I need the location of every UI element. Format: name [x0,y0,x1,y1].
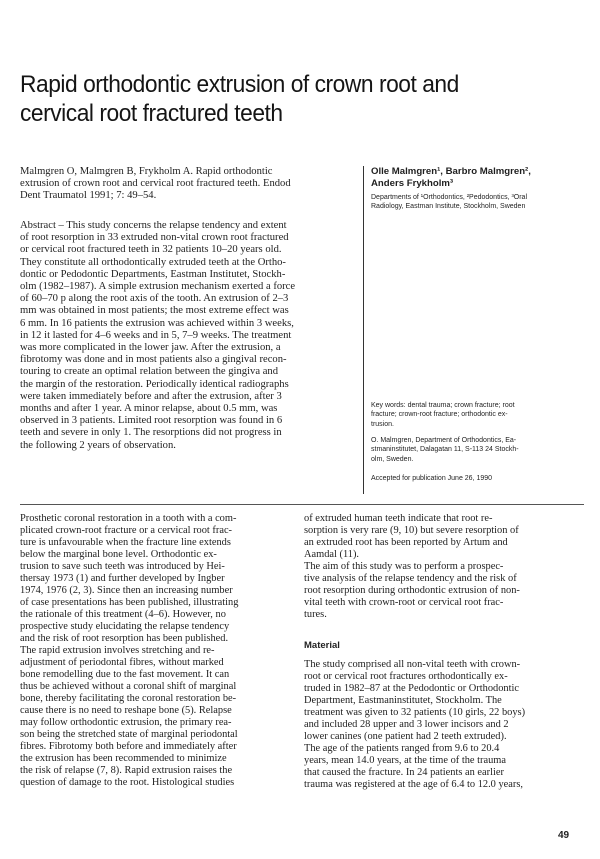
section-heading-material: Material [304,640,340,651]
abstract-line: the margin of the restoration. Periodically identical radiographs [20,378,289,390]
body-line: trusion to save such teeth was introduced by Hei- [20,561,225,572]
abstract-line: in 12 it lasted for 4–6 weeks and in 5, 7–9 weeks. The treatment [20,329,292,341]
address-line: stmaninstitutet, Dalagatan 11, S-113 24 Stockh- [371,446,519,454]
body-line: years, mean 14.0 years, at the time of the trauma [304,755,506,766]
body-line: The aim of this study was to perform a prospec- [304,561,504,572]
body-line: of extruded human teeth indicate that root re- [304,513,493,524]
body-line: fibres. Fibrotomy both before and immediately after [20,741,237,752]
body-line: prospective study elucidating the relapse tendency [20,621,230,632]
abstract-line: touring to create an optimal relation between the gingiva and [20,366,278,378]
body-line: truded in 1982–87 at the Pedodontic or Orthodontic [304,683,519,694]
body-line: question of damage to the root. Histological studies [20,777,235,788]
abstract-line: dontic or Pedodontic Departments, Eastman Institutet, Stockh- [20,268,286,280]
abstract-line: of root resorption in 33 extruded non-vital crown root fractured [20,232,289,244]
affiliations [371,193,586,211]
body-line: of case presentations has been published, illustrating [20,597,239,608]
abstract-line: the following 2 years of observation. [20,439,176,451]
citation-line: extrusion of crown root and cervical root fractured teeth. Endod [20,178,291,190]
abstract-line: or cervical root fractured teeth in 32 patients 10–20 years old. [20,244,282,256]
affiliation-line: Departments of ¹Orthodontics, ²Pedodontics, ³Oral [371,194,528,201]
sidebar-divider [363,166,364,494]
address-line: olm, Sweden. [371,455,414,463]
abstract-line: Abstract – This study concerns the relapse tendency and extent [20,220,287,231]
abstract-line: months and after 1 year. A minor relapse, about 0.5 mm, was [20,403,278,415]
title-line: Rapid orthodontic extrusion of crown root and [20,71,459,98]
body-line: plicated crown-root fracture or a cervical root frac- [20,525,233,536]
body-line: cause there is no need to reshape bone (5). Relapse [20,705,232,716]
abstract-line: mm was obtained in most patients; the most extreme effect was [20,305,289,317]
body-line: son being the stretched state of marginal periodontal [20,729,238,740]
body-line: The rapid extrusion involves stretching and re- [20,645,215,656]
body-line: bone, thereby facilitating the coronal restoration be- [20,693,237,704]
abstract-line: 6 mm. In 16 patients the extrusion was achieved within 3 weeks, [20,317,294,329]
paragraph [304,561,584,621]
abstract-line: of 60–70 p along the root axis of the tooth. An extrusion of 2–3 [20,293,289,305]
body-line: thus be achieved without a coronal shift of marginal [20,681,237,692]
page-number: 49 [558,830,570,841]
body-line: The study comprised all non-vital teeth with crown- [304,659,521,670]
body-column-left [20,513,290,789]
body-line: Prosthetic coronal restoration in a tooth with a com- [20,513,237,524]
author-list [371,166,586,189]
citation [20,166,365,203]
body-line: 1974, 1976 (2, 3). Since then an increasing number [20,585,233,596]
citation-line: Malmgren O, Malmgren B, Frykholm A. Rapid orthodontic [20,166,273,177]
address-line: O. Malmgren, Department of Orthodontics, Ea- [371,437,517,444]
body-line: the risk of relapse (7, 8). Rapid extrusion raises the [20,765,233,776]
section-divider [20,504,584,505]
body-line: that caused the fracture. In 24 patients an earlier [304,767,504,778]
abstract-line: They constitute all orthodontically extruded teeth at the Ortho- [20,256,286,268]
body-line: root or cervical root fractures orthodontically ex- [304,671,508,682]
keywords-line: trusion. [371,420,394,428]
abstract [20,220,365,452]
article-title [20,70,541,128]
body-line: an extruded root has been reported by Artum and [304,537,508,548]
body-line: adjustment of periodontal fibres, without marked [20,657,224,668]
affiliation-line: Radiology, Eastman Institute, Stockholm, Sweden [371,203,526,210]
title-line: cervical root fractured teeth [20,100,283,127]
body-line: Aamdal (11). [304,549,360,560]
correspondence-address [371,436,586,464]
body-line: Department, Eastmaninstitutet, Stockholm. The [304,695,502,706]
body-line: treatment was given to 32 patients (10 girls, 22 boys) [304,707,526,718]
abstract-line: observed in 3 patients. Limited root resorption was found in 6 [20,415,283,427]
paragraph [304,513,584,561]
abstract-line: fibrotomy was done and in most patients also a gingival recon- [20,354,287,366]
body-line: ture is unfavourable when the fracture line extends [20,537,231,548]
body-line: sorption is very rare (9, 10) but severe resorption of [304,525,519,536]
body-line: thersay 1973 (1) and further developed by Ingber [20,573,225,584]
citation-line: Dent Traumatol 1991; 7: 49–54. [20,190,157,202]
body-line: trauma was registered at the age of 6.4 to 12.0 years, [304,779,523,790]
body-line: the rationale of this treatment (4–6). However, no [20,609,226,620]
abstract-line: teeth and severe in only 1. The resorptions did not progress in [20,427,282,439]
body-line: vital teeth with crown-root or cervical root frac- [304,597,504,608]
body-line: and included 28 upper and 3 lower incisors and 2 [304,719,509,730]
body-line: root resorption during orthodontic extrusion of non- [304,585,520,596]
body-line: tures. [304,609,327,620]
author-line: Olle Malmgren¹, Barbro Malmgren², [371,166,531,177]
abstract-line: olm (1982–1987). A simple extrusion mechanism exerted a force [20,281,296,293]
body-line: the extrusion has been recommended to minimize [20,753,227,764]
keywords-line: fracture; crown-root fracture; orthodontic ex- [371,411,508,419]
body-line: below the marginal bone level. Orthodontic ex- [20,549,217,560]
keywords-line: Key words: dental trauma; crown fracture; root [371,402,515,409]
body-line: tive analysis of the relapse tendency and the risk of [304,573,517,584]
body-line: may follow orthodontic extrusion, the primary rea- [20,717,232,728]
accepted-date: Accepted for publication June 26, 1990 [371,475,493,482]
abstract-line: was more complicated in the lower jaw. After the extrusion, a [20,342,281,354]
body-line: lower canines (one patient had 2 teeth extruded). [304,731,507,742]
body-line: and the risk of root resorption has been published. [20,633,229,644]
body-line: bone remodelling due to the fast movement. It can [20,669,230,680]
author-line: Anders Frykholm³ [371,177,454,189]
keywords [371,401,586,429]
paragraph [304,659,584,791]
body-line: The age of the patients ranged from 9.6 to 20.4 [304,743,500,754]
abstract-line: were taken immediately before and after the extrusion, after 3 [20,390,282,402]
body-column-right [304,513,584,791]
